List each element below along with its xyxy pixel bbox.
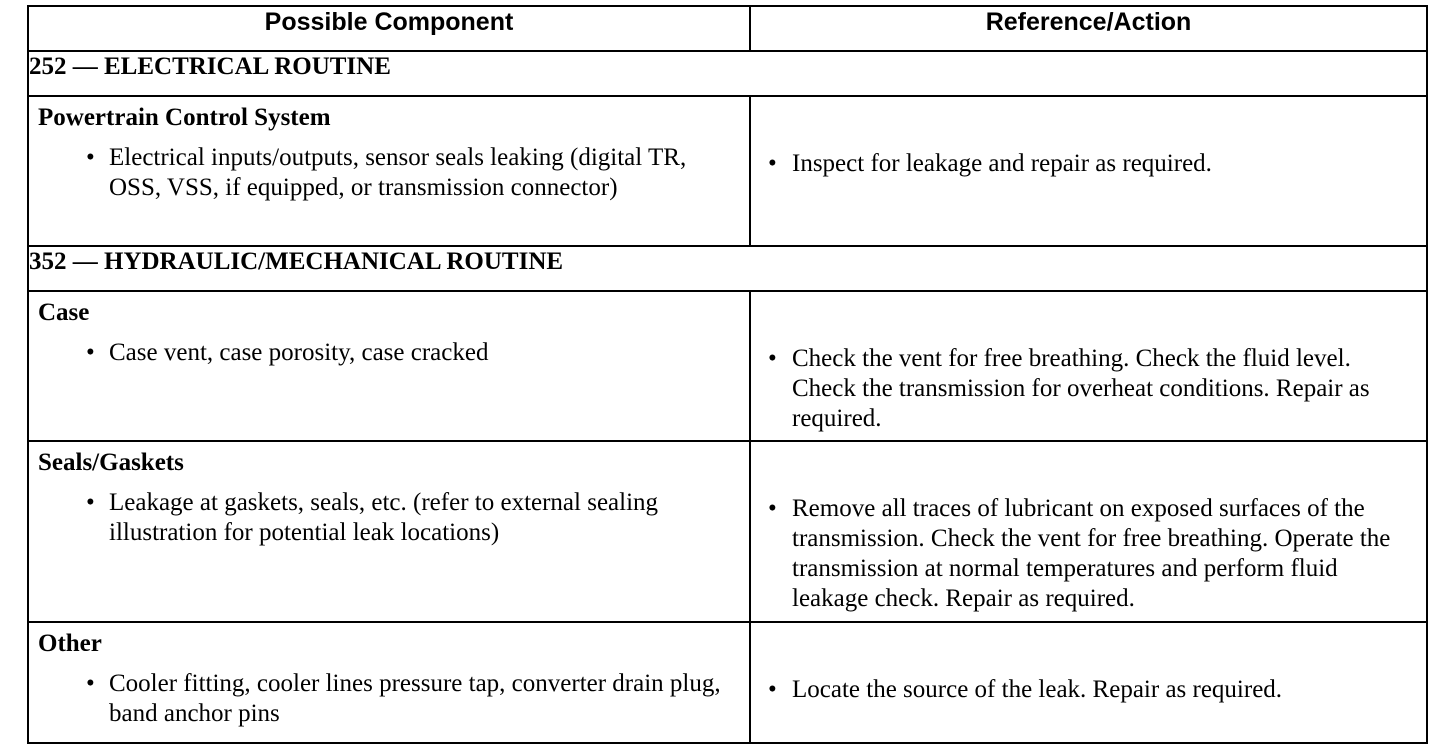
component-item-text: Cooler fitting, cooler lines pressure tap, converter drain plug, band anchor pins: [109, 670, 721, 727]
bullet-icon: •: [768, 676, 777, 703]
component-item: [29, 143, 749, 208]
component-item: [29, 488, 749, 553]
bullet-icon: •: [86, 339, 95, 366]
action-text: Inspect for leakage and repair as required.: [792, 150, 1212, 177]
bullet-icon: •: [86, 489, 95, 516]
bullet-icon: •: [768, 150, 777, 177]
component-cell: [28, 291, 750, 441]
action-cell: [750, 441, 1427, 622]
action-text: Check the vent for free breathing. Check the fluid level. Check the transmission for overheat conditions. Repair as required.: [792, 345, 1370, 432]
component-item: [29, 669, 749, 734]
bullet-icon: •: [768, 495, 777, 522]
bullet-icon: •: [86, 670, 95, 697]
component-item: [29, 338, 749, 373]
component-group-title: Other: [38, 630, 102, 657]
table-row: [28, 441, 1427, 622]
component-item-text: Electrical inputs/outputs, sensor seals leaking (digital TR, OSS, VSS, if equipped, or transmission connector): [109, 144, 687, 201]
component-item-text: Leakage at gaskets, seals, etc. (refer to external sealing illustration for potential leak locations): [109, 489, 659, 546]
diagnosis-table: [27, 5, 1428, 744]
component-cell: [28, 96, 750, 246]
action-item: [751, 344, 1426, 439]
column-header-component: Possible Component: [28, 6, 750, 51]
action-cell: [750, 96, 1427, 246]
component-cell: [28, 441, 750, 622]
table-row: [28, 291, 1427, 441]
component-item-text: Case vent, case porosity, case cracked: [109, 339, 489, 366]
bullet-icon: •: [768, 345, 777, 372]
action-item: [751, 149, 1426, 184]
bullet-icon: •: [86, 144, 95, 171]
component-group-title: Powertrain Control System: [38, 104, 331, 131]
action-cell: [750, 622, 1427, 743]
section-row: [28, 51, 1427, 96]
section-title-electrical: 252 — ELECTRICAL ROUTINE: [28, 51, 1427, 96]
component-cell: [28, 622, 750, 743]
section-row: [28, 246, 1427, 291]
component-group-title: Case: [38, 299, 90, 326]
column-header-action: Reference/Action: [750, 6, 1427, 51]
action-item: [751, 494, 1426, 619]
action-cell: [750, 291, 1427, 441]
action-text: Remove all traces of lubricant on exposed surfaces of the transmission. Check the vent for free breathing. Operate the transmission at normal temperatures and perform fluid leakage check. Repair as required.: [792, 495, 1391, 612]
action-text: Locate the source of the leak. Repair as required.: [792, 676, 1283, 703]
section-title-hydraulic: 352 — HYDRAULIC/MECHANICAL ROUTINE: [28, 246, 1427, 291]
action-item: [751, 675, 1426, 710]
component-group-title: Seals/Gaskets: [38, 449, 184, 476]
table-row: [28, 622, 1427, 743]
table-row: [28, 96, 1427, 246]
table-header-row: [28, 6, 1427, 51]
